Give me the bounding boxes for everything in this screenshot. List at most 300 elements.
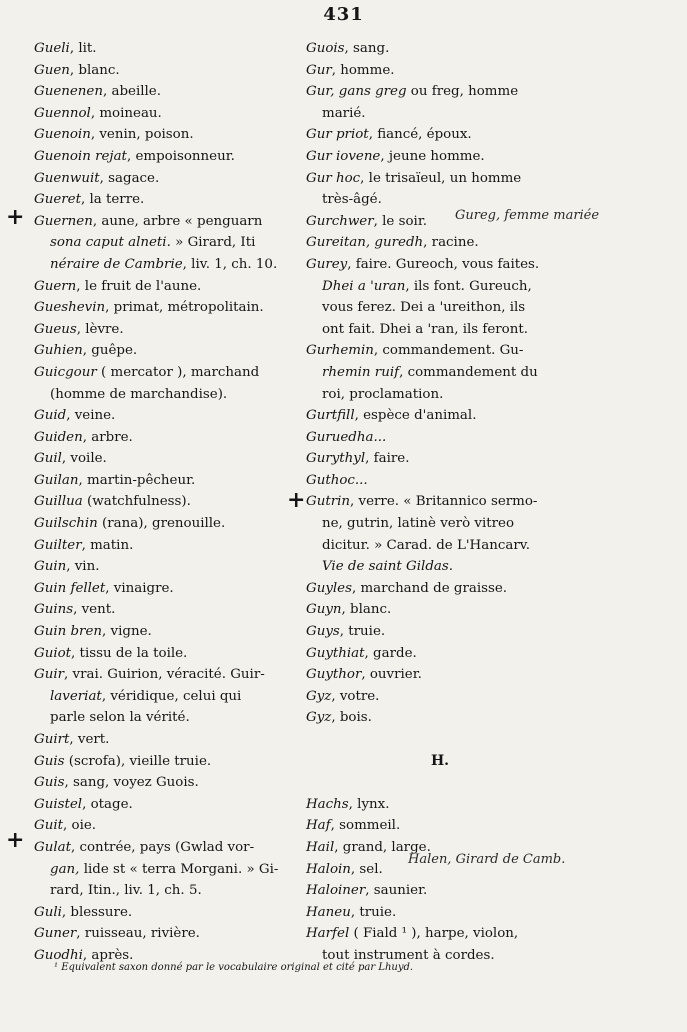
definition: , sel. [350, 861, 383, 877]
definition: , marchand de graisse. [351, 580, 508, 596]
margin-cross-mark: + [6, 204, 25, 230]
headword: Guen [34, 62, 70, 78]
entry-line [306, 276, 574, 298]
headword: Guiden [34, 429, 83, 445]
definition: lide st « terra Morgani. » Gi- [79, 861, 279, 877]
dictionary-entry [306, 405, 574, 427]
entry-line [306, 81, 574, 103]
dictionary-entry [306, 621, 574, 643]
entry-line [34, 38, 296, 60]
dictionary-entry [34, 751, 296, 773]
entry-line [34, 815, 296, 837]
definition: , liv. 1, ch. 10. [182, 256, 278, 272]
headword: néraire de Cambrie [50, 256, 183, 272]
definition: dicitur. » Carad. de L'Hancarv. [322, 537, 530, 553]
headword: Guistel [34, 796, 83, 812]
dictionary-entry [306, 686, 574, 708]
dictionary-entry [34, 168, 296, 190]
entry-line [34, 599, 296, 621]
entry-line [306, 427, 574, 449]
headword: Guois [306, 41, 345, 56]
headword: Guythiat [306, 645, 365, 661]
definition: , la terre. [80, 192, 145, 208]
dictionary-entry [306, 146, 574, 168]
headword: Guilschin [34, 516, 98, 532]
headword: Gur iovene [306, 148, 381, 164]
headword: Gurey [306, 256, 348, 272]
headword: Guin fellet [34, 580, 106, 596]
headword: Gurythyl [306, 451, 366, 467]
entry-line [34, 902, 296, 924]
entry-line [34, 319, 296, 341]
headword: Gurtfill [306, 408, 355, 424]
definition: , fiancé, époux. [368, 127, 472, 143]
dictionary-entry [34, 535, 296, 557]
dictionary-entry [306, 232, 574, 254]
dictionary-entry [34, 599, 296, 621]
right-column [306, 38, 574, 967]
headword: Guyn [306, 602, 342, 618]
entry-line [34, 491, 296, 513]
definition: , vert. [69, 732, 110, 747]
definition: , blessure. [61, 904, 133, 920]
definition: ne, gutrin, latinè verò vitreo [322, 516, 515, 532]
entry-line [306, 38, 574, 60]
dictionary-entry [34, 794, 296, 816]
headword: Guis [34, 775, 65, 791]
entry-line [34, 664, 296, 686]
definition: , homme. [331, 62, 395, 78]
definition: , sang, voyez Guois. [64, 775, 199, 791]
entry-line [306, 599, 574, 621]
headword: Guilan [34, 472, 79, 488]
headword: Gur hoc [306, 170, 361, 186]
definition: , guêpe. [82, 343, 138, 359]
definition: , saunier. [365, 883, 428, 899]
headword: Haloin [306, 861, 351, 877]
headword: Gueus [34, 321, 77, 337]
definition: , bois. [331, 710, 372, 726]
headword: Gurhemin [306, 343, 374, 359]
headword: laveriat [50, 688, 102, 704]
entry-line [306, 643, 574, 665]
definition: ( Fiald ¹ ), harpe, violon, [349, 926, 519, 942]
dictionary-entry [34, 729, 296, 751]
entry-line [34, 880, 296, 902]
dictionary-entry [306, 664, 574, 686]
entry-line [306, 578, 574, 600]
headword: Guicgour [34, 364, 97, 380]
definition: , martin-pêcheur. [78, 472, 196, 488]
definition: , primat, métropolitain. [105, 300, 264, 316]
headword: Guythor [306, 667, 362, 683]
definition: , grand, large. [334, 839, 431, 855]
entry-line [34, 211, 296, 233]
headword: Guil [34, 451, 62, 467]
entry-line [34, 643, 296, 665]
definition: , veine. [66, 408, 116, 424]
definition: parle selon la vérité. [50, 710, 190, 726]
entry-line [306, 124, 574, 146]
entry-line [34, 578, 296, 600]
headword: Guenwuit [34, 170, 100, 186]
dictionary-entry [34, 427, 296, 449]
headword: Gur [306, 62, 332, 78]
entry-line [34, 276, 296, 298]
headword: Guenoin rejat [34, 148, 127, 164]
entry-line [34, 103, 296, 125]
headword: Gyz [306, 710, 332, 726]
headword: Gurchwer [306, 213, 374, 229]
definition: , abeille. [102, 84, 161, 100]
definition: , ruisseau, rivière. [76, 926, 200, 942]
entry-line [306, 232, 574, 254]
dictionary-entry [306, 578, 574, 600]
headword: Guodhi [34, 947, 83, 963]
dictionary-entry [34, 578, 296, 600]
dictionary-entry [34, 448, 296, 470]
headword: Guthoc... [306, 472, 368, 488]
dictionary-entry [34, 211, 296, 276]
dictionary-entry [306, 902, 574, 924]
headword: Guillua [34, 494, 83, 510]
definition: , blanc. [69, 62, 120, 78]
entry-line [34, 232, 296, 254]
definition: marié. [322, 105, 366, 121]
headword: Hachs [306, 796, 349, 812]
dictionary-entry [34, 815, 296, 837]
dictionary-entry [34, 276, 296, 298]
entry-line [34, 772, 296, 794]
definition: , tissu de la toile. [71, 645, 188, 661]
definition: roi, proclamation. [322, 386, 444, 402]
entry-line [306, 664, 574, 686]
definition: ( mercator ), marchand [96, 364, 260, 380]
definition: , votre. [331, 688, 380, 704]
headword: gan, [50, 861, 80, 877]
entry-line [306, 491, 574, 513]
definition: , le soir. [373, 213, 428, 229]
definition: , commandement. Gu- [373, 343, 524, 359]
entry-line [306, 168, 574, 190]
entry-line [34, 707, 296, 729]
entry-line [34, 859, 296, 881]
headword: Gutrin [306, 494, 351, 510]
headword: Guli [34, 904, 62, 920]
entry-line [34, 340, 296, 362]
dictionary-entry [306, 427, 574, 449]
headword: Guid [34, 408, 67, 424]
entry-line [306, 103, 574, 125]
dictionary-entry [306, 815, 574, 837]
dictionary-entry [34, 902, 296, 924]
definition: , oie. [63, 818, 97, 834]
entry-line [306, 362, 574, 384]
entry-line [306, 535, 574, 557]
definition: , blanc. [341, 602, 392, 618]
definition: , vin. [66, 559, 100, 575]
definition: , lit. [69, 41, 97, 56]
dictionary-entry [34, 124, 296, 146]
margin-cross-mark: + [6, 827, 25, 853]
section-spacer [306, 729, 574, 751]
headword: Gureitan, guredh [306, 235, 424, 251]
entry-line [34, 751, 296, 773]
dictionary-entry [34, 340, 296, 362]
definition: , faire. Gureoch, vous faites. [347, 256, 540, 272]
entry-line [306, 794, 574, 816]
definition: , le trisaïeul, un homme [360, 170, 522, 186]
entry-line [306, 448, 574, 470]
entry-line [34, 297, 296, 319]
definition: , truie. [350, 904, 397, 920]
definition: , contrée, pays (Gwlad vor- [70, 839, 255, 855]
entry-line [306, 686, 574, 708]
entry-line [34, 405, 296, 427]
definition: , otage. [82, 796, 133, 812]
definition: , sagace. [99, 170, 160, 186]
headword: Guner [34, 926, 77, 942]
definition: , ils font. Gureuch, [405, 278, 532, 294]
headword: rhemin ruif [322, 364, 400, 380]
dictionary-entry [34, 621, 296, 643]
entry-line [34, 81, 296, 103]
definition: (rana), grenouille. [97, 516, 226, 532]
headword: Haloiner [306, 883, 366, 899]
definition: , espèce d'animal. [354, 408, 477, 424]
entry-line [34, 556, 296, 578]
page-number: 431 [323, 4, 364, 25]
headword: Guis [34, 753, 65, 769]
entry-line [34, 794, 296, 816]
dictionary-entry [34, 319, 296, 341]
definition: ont fait. Dhei a 'ran, ils feront. [322, 321, 529, 337]
entry-line [306, 340, 574, 362]
headword: Gur priot [306, 127, 369, 143]
headword: Guir [34, 667, 65, 683]
headword: Guernen [34, 213, 93, 229]
dictionary-entry [306, 168, 574, 211]
definition: , véridique, celui qui [101, 688, 242, 704]
headword: Guruedha... [306, 429, 387, 445]
entry-line [306, 556, 574, 578]
dictionary-entry [34, 146, 296, 168]
dictionary-entry [306, 491, 574, 577]
entry-line [34, 729, 296, 751]
dictionary-entry [306, 923, 574, 966]
dictionary-entry [34, 362, 296, 405]
dictionary-entry [34, 837, 296, 902]
definition: vous ferez. Dei a 'ureithon, ils [322, 300, 526, 316]
definition: , jeune homme. [380, 148, 485, 164]
entry-line [34, 60, 296, 82]
dictionary-entry [34, 189, 296, 211]
section-heading: H. [430, 752, 450, 769]
entry-line [34, 362, 296, 384]
dictionary-entry [34, 60, 296, 82]
entry-line [306, 513, 574, 535]
dictionary-entry [306, 340, 574, 405]
dictionary-entry [34, 513, 296, 535]
definition: rard, Itin., liv. 1, ch. 5. [50, 883, 202, 899]
dictionary-entry [34, 664, 296, 729]
entry-line [306, 923, 574, 945]
dictionary-entry [306, 38, 574, 60]
definition: , voile. [61, 451, 107, 467]
entry-line [306, 621, 574, 643]
definition: , empoisonneur. [126, 148, 235, 164]
headword: Haneu [306, 904, 351, 920]
dictionary-entry [306, 880, 574, 902]
headword: Gyz [306, 688, 332, 704]
definition: (homme de marchandise). [50, 386, 228, 402]
entry-line [34, 470, 296, 492]
headword: Hail [306, 839, 335, 855]
definition: (watchfulness). [82, 494, 191, 510]
footnote: ¹ Equivalent saxon donné par le vocabulaire original et cité par Lhuyd. [54, 962, 414, 973]
dictionary-entry [306, 599, 574, 621]
definition: ou freg, homme [406, 84, 519, 100]
definition: (scrofa), vieille truie. [64, 753, 212, 769]
entry-line [34, 189, 296, 211]
headword: Guennol [34, 105, 91, 121]
entry-line [34, 513, 296, 535]
dictionary-entry [306, 60, 574, 82]
handwritten-note-halen: Halen, Girard de Camb. [408, 852, 566, 867]
definition: , arbre. [82, 429, 133, 445]
definition: , vrai. Guirion, véracité. Guir- [64, 667, 265, 683]
entry-line [306, 405, 574, 427]
dictionary-entry [34, 38, 296, 60]
headword: Haf [306, 818, 331, 834]
entry-line [306, 707, 574, 729]
entry-line [306, 880, 574, 902]
dictionary-entry [306, 254, 574, 340]
definition: , après. [82, 947, 134, 963]
definition: , racine. [423, 235, 479, 251]
dictionary-entry [34, 470, 296, 492]
entry-line [306, 902, 574, 924]
entry-line [306, 470, 574, 492]
definition: , truie. [339, 624, 386, 640]
headword: Vie de saint Gildas. [322, 559, 453, 575]
entry-line [34, 168, 296, 190]
entry-line [34, 448, 296, 470]
dictionary-entry [306, 470, 574, 492]
definition: , vigne. [102, 624, 152, 640]
entry-line [306, 254, 574, 276]
entry-line [34, 686, 296, 708]
entry-line [34, 124, 296, 146]
entry-line [34, 254, 296, 276]
definition: , commandement du [399, 364, 538, 380]
dictionary-entry [34, 491, 296, 513]
definition: , garde. [364, 645, 417, 661]
entry-line [34, 427, 296, 449]
entry-line [34, 384, 296, 406]
definition: , verre. « Britannico sermo- [350, 494, 538, 510]
definition: , lèvre. [76, 321, 124, 337]
margin-cross-mark: + [287, 487, 306, 513]
left-column [34, 38, 296, 967]
definition: très-âgé. [322, 192, 382, 208]
entry-line [306, 384, 574, 406]
headword: Guirt [34, 732, 70, 747]
entry-line [34, 837, 296, 859]
dictionary-entry [34, 297, 296, 319]
definition: , ouvrier. [361, 667, 422, 683]
dictionary-entry [306, 794, 574, 816]
definition: , venin, poison. [90, 127, 194, 143]
headword: Gueli [34, 41, 70, 56]
headword: Guins [34, 602, 74, 618]
dictionary-entry [306, 81, 574, 124]
definition: , matin. [81, 537, 134, 553]
headword: Gueret [34, 192, 81, 208]
section-spacer [306, 772, 574, 794]
entry-line [34, 146, 296, 168]
headword: Gur, gans greg [306, 84, 407, 100]
headword: sona caput alneti. [50, 235, 171, 251]
definition: , sommeil. [330, 818, 401, 834]
definition: tout instrument à cordes. [322, 947, 495, 963]
entry-line [306, 815, 574, 837]
dictionary-entry [306, 707, 574, 729]
handwritten-note-gureg: Gureg, femme mariée [455, 208, 600, 223]
definition: , vent. [73, 602, 116, 618]
dictionary-entry [306, 448, 574, 470]
headword: Harfel [306, 926, 350, 942]
dictionary-entry [34, 556, 296, 578]
headword: Guys [306, 624, 340, 640]
definition: , moineau. [90, 105, 162, 121]
headword: Guenoin [34, 127, 91, 143]
dictionary-entry [34, 405, 296, 427]
entry-line [34, 535, 296, 557]
headword: Gueshevin [34, 300, 106, 316]
definition: » Girard, Iti [170, 235, 256, 251]
definition: , vinaigre. [105, 580, 174, 596]
dictionary-entry [306, 643, 574, 665]
headword: Guyles [306, 580, 352, 596]
headword: Guit [34, 818, 63, 834]
headword: Guenenen [34, 84, 103, 100]
headword: Guern [34, 278, 77, 294]
dictionary-entry [34, 103, 296, 125]
headword: Gulat [34, 839, 71, 855]
dictionary-entry [34, 643, 296, 665]
headword: Guiot [34, 645, 72, 661]
definition: , faire. [365, 451, 410, 467]
definition: , le fruit de l'aune. [76, 278, 202, 294]
entry-line [306, 146, 574, 168]
entry-line [34, 621, 296, 643]
entry-line [306, 297, 574, 319]
entry-line [306, 319, 574, 341]
headword: Guilter [34, 537, 82, 553]
definition: , lynx. [348, 796, 390, 812]
dictionary-entry [306, 124, 574, 146]
dictionary-entry [34, 81, 296, 103]
headword: Guin bren [34, 624, 103, 640]
entry-line [306, 60, 574, 82]
headword: Guhien [34, 343, 83, 359]
definition: , aune, arbre « penguarn [92, 213, 263, 229]
headword: Dhei a 'uran [322, 278, 406, 294]
entry-line [34, 923, 296, 945]
definition: , sang. [344, 41, 390, 56]
headword: Guin [34, 559, 67, 575]
